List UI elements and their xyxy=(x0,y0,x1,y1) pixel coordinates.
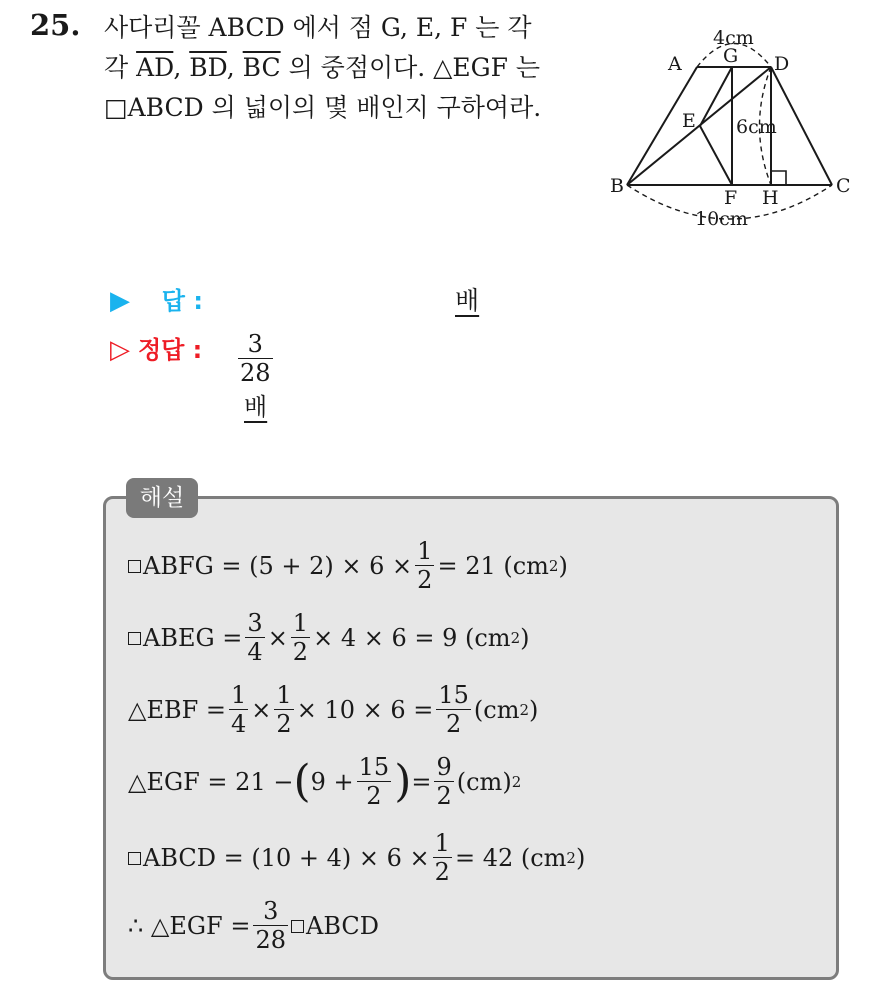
solution-text: ABFG = (5 + 2) × 6 × xyxy=(143,551,413,580)
solution-text: (cm) xyxy=(456,767,512,796)
correct-fraction xyxy=(238,330,273,387)
solution-text: ABCD xyxy=(305,911,380,940)
fraction xyxy=(253,897,288,954)
fraction-numerator: 1 xyxy=(292,609,309,637)
question-text-fragment: , xyxy=(173,53,190,82)
question-line-2 xyxy=(104,48,594,88)
solution-text: × 10 × 6 = xyxy=(296,695,434,724)
solution-line-3 xyxy=(128,681,538,738)
solution-text: △EBF = xyxy=(128,695,227,724)
fraction-denominator: 2 xyxy=(417,566,433,594)
solution-line-1 xyxy=(128,537,568,594)
segment-ef xyxy=(700,126,732,185)
solution-text: △EGF = 21 − xyxy=(128,767,294,796)
fraction-numerator: 1 xyxy=(231,681,247,709)
answer-arrow-icon: ▶ xyxy=(110,286,130,316)
solution-text: × 4 × 6 = 9 (cm xyxy=(313,623,511,652)
question-text-fragment: , xyxy=(226,53,243,82)
answer-label: 답 : xyxy=(161,287,203,315)
square-symbol-icon xyxy=(128,560,141,573)
segment-bc: $\overline{BC}$ xyxy=(242,53,281,82)
question-line-3: □ABCD 의 넓이의 몇 배인지 구하여라. xyxy=(104,93,542,122)
label-height: 6cm xyxy=(736,116,777,138)
label-top-length: 4cm xyxy=(713,27,754,49)
fraction-denominator: 4 xyxy=(247,638,263,666)
fraction-numerator: 3 xyxy=(263,897,279,925)
fraction-numerator: 1 xyxy=(276,681,292,709)
fraction-denominator: 2 xyxy=(436,709,471,738)
fraction-denominator: 2 xyxy=(292,638,309,666)
label-f: F xyxy=(724,187,738,209)
superscript: 2 xyxy=(519,700,529,719)
question-text xyxy=(104,8,594,128)
fraction xyxy=(436,681,471,738)
solution-text: × xyxy=(251,695,272,724)
solution-text: ) xyxy=(558,551,568,580)
label-h: H xyxy=(762,187,779,209)
right-paren: ) xyxy=(394,755,412,807)
fraction xyxy=(434,753,453,810)
label-g: G xyxy=(723,45,739,67)
label-e: E xyxy=(682,110,696,132)
fraction xyxy=(274,681,293,738)
question-number: 25. xyxy=(30,8,81,42)
superscript: 2 xyxy=(511,772,522,791)
fraction-numerator: 1 xyxy=(417,537,433,565)
trapezoid-figure xyxy=(600,18,860,233)
segment-ge xyxy=(700,67,732,126)
fraction xyxy=(245,609,264,666)
solution-box xyxy=(103,496,839,980)
solution-text: 9 + xyxy=(310,767,354,796)
fraction xyxy=(433,829,452,886)
solution-text: ABEG = xyxy=(143,623,243,652)
correct-answer-row xyxy=(110,330,271,421)
solution-text: (cm xyxy=(473,695,520,724)
fraction-denominator: 2 xyxy=(436,782,452,810)
solution-text: = 21 (cm xyxy=(437,551,549,580)
fraction-denominator: 2 xyxy=(434,858,450,886)
solution-line-2 xyxy=(128,609,529,666)
left-paren: ( xyxy=(293,755,311,807)
fraction xyxy=(415,537,434,594)
label-a: A xyxy=(668,53,682,75)
fraction-denominator: 28 xyxy=(255,926,286,954)
solution-line-6 xyxy=(128,897,379,954)
solution-text: = 42 (cm xyxy=(454,843,567,872)
solution-line-5 xyxy=(128,829,585,886)
fraction-numerator: 1 xyxy=(434,829,450,857)
fraction xyxy=(357,753,392,810)
segment-bd: $\overline{BD}$ xyxy=(189,53,227,82)
question-line-1: 사다리꼴 ABCD 에서 점 G, E, F 는 각 xyxy=(104,13,532,42)
fraction-numerator: 9 xyxy=(436,753,452,781)
solution-text: ) xyxy=(520,623,530,652)
label-bottom-length: 10cm xyxy=(695,208,748,230)
fraction-denominator: 4 xyxy=(231,710,247,738)
question-text-fragment: 의 중점이다. △EGF 는 xyxy=(280,53,541,82)
fraction-denominator: 2 xyxy=(357,781,392,810)
correct-unit: 배 xyxy=(244,393,268,421)
solution-text: ∴ △EGF = xyxy=(128,911,251,940)
square-symbol-icon xyxy=(291,920,304,933)
superscript: 2 xyxy=(566,848,576,867)
fraction-numerator: 3 xyxy=(247,330,263,358)
label-c: C xyxy=(836,175,851,197)
question-text-fragment: 각 xyxy=(104,53,137,82)
correct-arrow-icon: ▷ xyxy=(110,335,130,365)
fraction xyxy=(229,681,248,738)
answer-row xyxy=(110,281,480,316)
label-d: D xyxy=(774,53,790,75)
solution-text: = xyxy=(411,767,432,796)
solution-text: × xyxy=(267,623,288,652)
correct-value xyxy=(238,330,273,422)
fraction-numerator: 15 xyxy=(438,681,469,709)
superscript: 2 xyxy=(548,556,559,575)
fraction xyxy=(291,609,310,666)
solution-line-4 xyxy=(128,753,521,810)
superscript: 2 xyxy=(510,628,521,647)
segment-ad: $\overline{AD}$ xyxy=(136,53,174,82)
fraction-numerator: 15 xyxy=(358,753,390,781)
solution-text: ) xyxy=(529,695,539,724)
answer-unit: 배 xyxy=(455,286,480,315)
fraction-numerator: 3 xyxy=(247,609,263,637)
fraction-denominator: 28 xyxy=(240,359,271,387)
fraction-denominator: 2 xyxy=(276,710,292,738)
correct-label: 정답 : xyxy=(137,336,203,364)
solution-text: ) xyxy=(575,843,586,872)
square-symbol-icon xyxy=(128,852,141,865)
label-b: B xyxy=(610,175,624,197)
side-dc xyxy=(771,67,832,185)
square-symbol-icon xyxy=(128,632,141,645)
solution-tag: 해설 xyxy=(126,478,198,518)
solution-text: ABCD = (10 + 4) × 6 × xyxy=(143,843,430,872)
right-angle-mark xyxy=(771,171,786,185)
